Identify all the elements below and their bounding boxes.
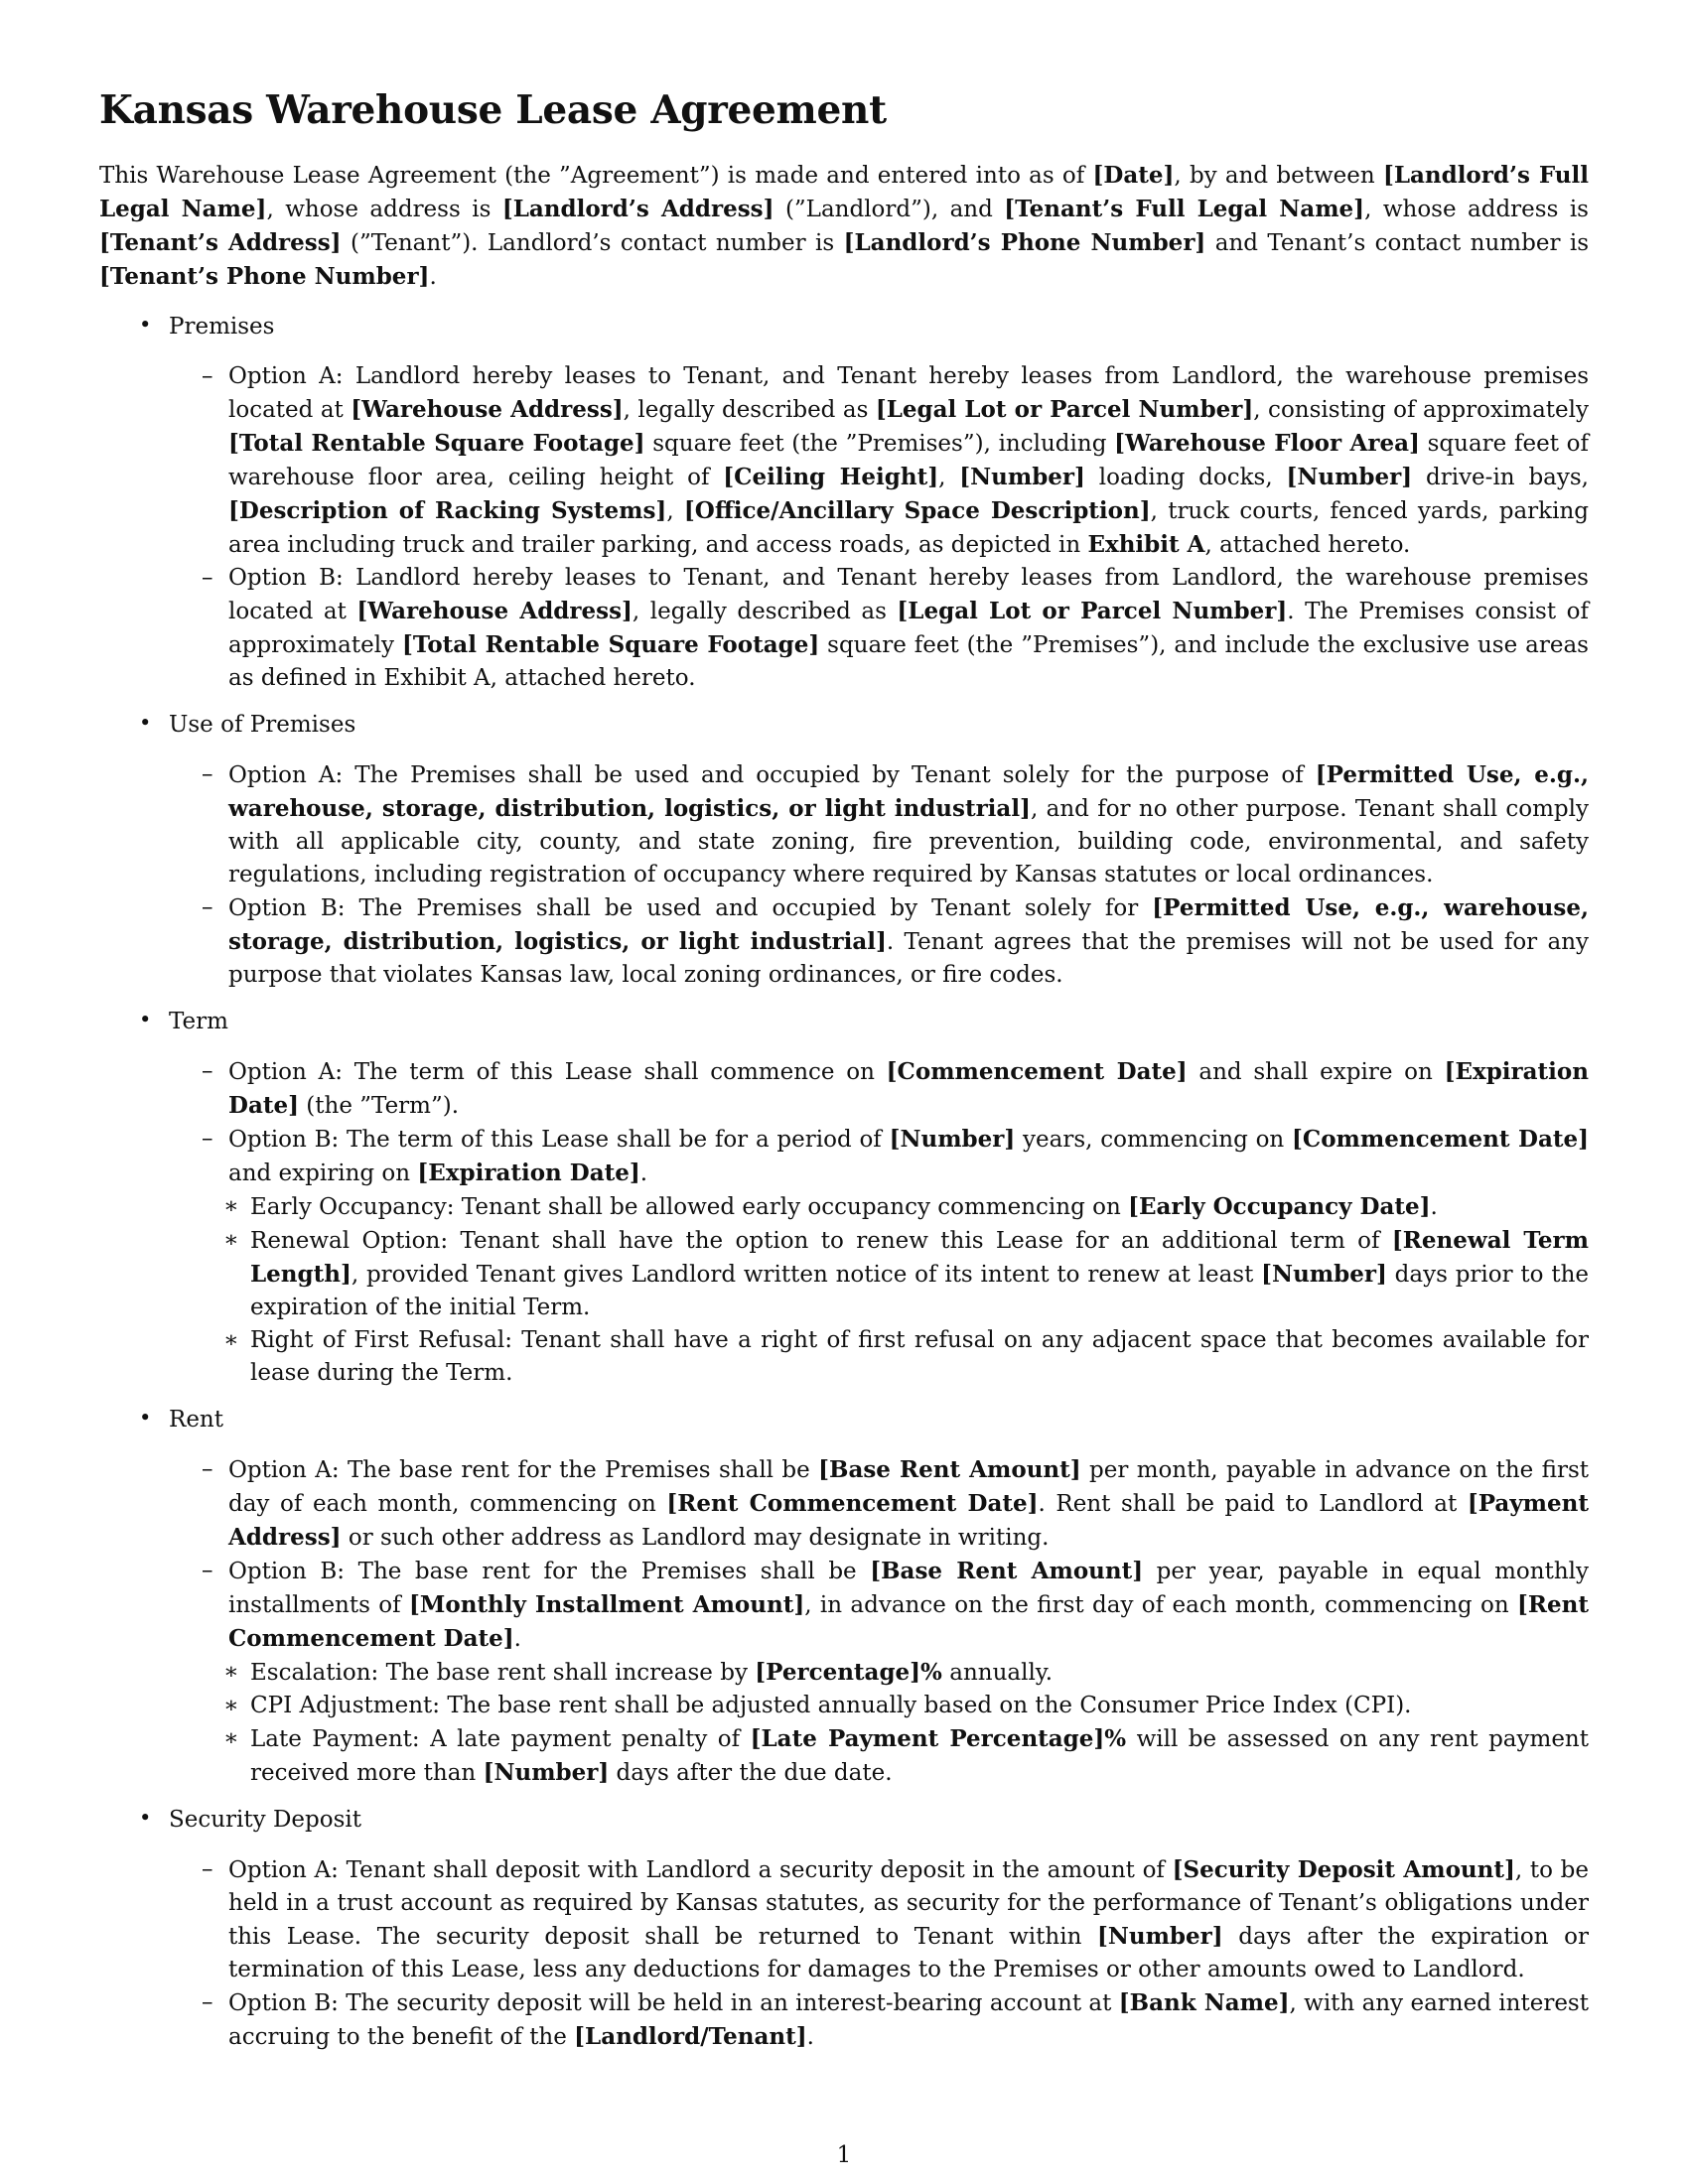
bullet-icon: • (139, 1806, 152, 1830)
text-run: , legally described as (632, 599, 898, 624)
sub-item (199, 1324, 1589, 1390)
text-run: and shall expire on (1187, 1059, 1445, 1085)
placeholder-field: [Warehouse Floor Area] (1114, 430, 1420, 457)
placeholder-field: [Number] (889, 1126, 1016, 1153)
text-run: , legally described as (623, 397, 876, 423)
asterisk-icon: ∗ (223, 1227, 239, 1253)
dash-icon: – (202, 565, 213, 591)
text-run: per year, payable in equal monthly installments of (228, 1559, 1589, 1618)
option-text (228, 1123, 1589, 1190)
dash-icon: – (202, 761, 213, 787)
placeholder-field: [Legal Lot or Parcel Number] (875, 396, 1254, 423)
text-run: will be assessed on any rent payment received more than (250, 1726, 1589, 1786)
placeholder-field: [Payment Address] (228, 1490, 1590, 1551)
option-text (228, 1986, 1589, 2054)
dash-icon: – (202, 1856, 213, 1882)
placeholder-field: [Renewal Term Length] (250, 1227, 1589, 1288)
placeholder-field: [Number] (1096, 1923, 1223, 1950)
dash-icon: – (202, 1989, 213, 2015)
document-body (99, 159, 1589, 2068)
text-run: Option A: The Premises shall be used and occupied by Tenant solely for the purpose of (228, 762, 1316, 788)
text-run: Option B: Landlord hereby leases to Tenant, and Tenant hereby leases from Landlord, the warehouse premises located at (228, 565, 1589, 624)
placeholder-field: [Warehouse Address] (356, 598, 633, 624)
option-b (169, 891, 1589, 992)
text-run: Option A: Tenant shall deposit with Landlord a security deposit in the amount of (228, 1857, 1173, 1883)
text-run: loading docks, (1084, 465, 1287, 490)
text-run: , whose address is (1364, 197, 1589, 222)
text-run: and Tenant’s contact number is (1205, 230, 1589, 256)
page-number: 1 (836, 2142, 852, 2168)
text-run: , consisting of approximately (1253, 397, 1590, 423)
text-run: . (429, 264, 437, 290)
placeholder-field: [Percentage]% (755, 1659, 942, 1686)
bullet-icon: • (139, 313, 152, 337)
text-run: square feet (the ”Premises”), including (644, 431, 1115, 457)
placeholder-field: [Commencement Date] (1292, 1126, 1589, 1153)
bullet-icon: • (139, 1406, 152, 1430)
section-title: Rent (169, 1407, 223, 1433)
text-run: , truck courts, fenced yards, parking area including truck and trailer parking, and access roads, as depicted in (228, 498, 1590, 558)
text-run: This Warehouse Lease Agreement (the ”Agreement”) is made and entered into as of (99, 163, 1093, 189)
placeholder-field: [Base Rent Amount] (818, 1456, 1081, 1483)
text-run: . Rent shall be paid to Landlord at (1038, 1491, 1468, 1517)
placeholder-field: [Description of Racking Systems] (228, 497, 667, 524)
placeholder-field: [Tenant’s Full Legal Name] (1004, 196, 1365, 222)
asterisk-icon: ∗ (223, 1193, 239, 1219)
section-premises (99, 311, 1589, 695)
section-title: Use of Premises (169, 712, 356, 738)
text-run: Option A: Landlord hereby leases to Tenant, and Tenant hereby leases from Landlord, the warehouse premises located at (228, 363, 1589, 423)
text-run: , with any earned interest accruing to the benefit of the (228, 1990, 1589, 2050)
placeholder-field: [Expiration Date] (228, 1058, 1589, 1119)
placeholder-field: [Expiration Date] (417, 1160, 640, 1186)
text-run: days prior to the expiration of the initial Term. (250, 1262, 1590, 1320)
option-b (169, 562, 1589, 695)
text-run: Renewal Option: Tenant shall have the option to renew this Lease for an additional term of (250, 1228, 1392, 1254)
sub-item (199, 1656, 1589, 1690)
placeholder-field: [Legal Lot or Parcel Number] (897, 598, 1288, 624)
placeholder-field: [Bank Name] (1118, 1989, 1290, 2016)
section-security-deposit (99, 1804, 1589, 2054)
text-run: . (806, 2024, 814, 2050)
text-run: , (666, 498, 684, 524)
placeholder-field: [Ceiling Height] (723, 464, 939, 490)
option-text (228, 562, 1589, 695)
option-a (169, 1453, 1589, 1555)
text-run: square feet of warehouse floor area, ceiling height of (228, 431, 1589, 490)
placeholder-field: [Base Rent Amount] (870, 1558, 1144, 1584)
text-run: (”Landlord”), and (774, 197, 1005, 222)
option-a (169, 1853, 1589, 1986)
text-run: years, commencing on (1015, 1127, 1293, 1153)
section-use-of-premises (99, 709, 1589, 992)
section-rent (99, 1404, 1589, 1790)
text-run: , provided Tenant gives Landlord written notice of its intent to renew at least (351, 1262, 1262, 1288)
section-title: Security Deposit (169, 1807, 361, 1833)
option-b (169, 1123, 1589, 1390)
text-run: . The Premises consist of approximately (228, 599, 1589, 658)
placeholder-field: [Tenant’s Address] (99, 229, 342, 256)
option-text (228, 1453, 1589, 1555)
text-run: Option B: The security deposit will be held in an interest-bearing account at (228, 1990, 1119, 2016)
text-run: , by and between (1174, 163, 1383, 189)
sub-item (199, 1190, 1589, 1224)
dash-icon: – (202, 1126, 213, 1152)
placeholder-field: [Number] (1286, 464, 1413, 490)
text-run: Option A: The base rent for the Premises shall be (228, 1457, 819, 1483)
text-run: and expiring on (228, 1160, 418, 1186)
text-run: Option B: The Premises shall be used and occupied by Tenant solely for (228, 895, 1153, 921)
text-run: . (513, 1626, 521, 1652)
sub-item-text (250, 1656, 1589, 1690)
sub-item (199, 1722, 1589, 1790)
text-run: . (1430, 1194, 1438, 1220)
text-run: Option B: The term of this Lease shall be for a period of (228, 1127, 890, 1153)
placeholder-field: [Total Rentable Square Footage] (401, 631, 820, 658)
text-run: , (938, 465, 960, 490)
text-run: or such other address as Landlord may designate in writing. (341, 1525, 1050, 1551)
placeholder-field: [Monthly Installment Amount] (409, 1591, 805, 1618)
section-title: Term (169, 1009, 228, 1034)
dash-icon: – (202, 1456, 213, 1482)
placeholder-field: [Permitted Use, e.g., warehouse, storage, distribution, logistics, or light industrial] (228, 761, 1589, 822)
placeholder-field: [Date] (1092, 162, 1175, 189)
placeholder-field: [Rent Commencement Date] (666, 1490, 1039, 1517)
placeholder-field: [Office/Ancillary Space Description] (683, 497, 1151, 524)
text-run: Escalation: The base rent shall increase by (250, 1660, 756, 1686)
option-text (228, 758, 1589, 891)
placeholder-field: [Warehouse Address] (351, 396, 624, 423)
placeholder-field: [Number] (1261, 1261, 1387, 1288)
text-run: annually. (941, 1660, 1054, 1686)
placeholder-field: [Total Rentable Square Footage] (228, 430, 645, 457)
text-run: per month, payable in advance on the first day of each month, commencing on (228, 1457, 1590, 1517)
text-run: Late Payment: A late payment penalty of (250, 1726, 751, 1752)
document-title: Kansas Warehouse Lease Agreement (99, 87, 887, 133)
text-run: Option B: The base rent for the Premises shall be (228, 1559, 871, 1584)
placeholder-field: [Permitted Use, e.g., warehouse, storage, distribution, logistics, or light industrial] (228, 894, 1589, 955)
option-b (169, 1986, 1589, 2054)
placeholder-field: [Commencement Date] (886, 1058, 1188, 1085)
placeholder-field: [Security Deposit Amount] (1172, 1856, 1515, 1883)
text-run: , and for no other purpose. Tenant shall comply with all applicable city, county, and state zoning, fire prevention, building code, environmental, and safety regulations, including registration of occupancy where required by Kansas statutes or local ordinances. (228, 796, 1589, 887)
dash-icon: – (202, 1558, 213, 1583)
sub-item-text (250, 1722, 1589, 1790)
dash-icon: – (202, 363, 213, 389)
sub-item (199, 1690, 1589, 1722)
asterisk-icon: ∗ (223, 1659, 239, 1685)
bullet-icon: • (139, 1008, 152, 1031)
dash-icon: – (202, 1058, 213, 1084)
sections-list (99, 311, 1589, 2054)
text-run: Right of First Refusal: Tenant shall have a right of first refusal on any adjacent space that becomes available for lease during the Term. (250, 1327, 1589, 1386)
placeholder-field: [Number] (959, 464, 1085, 490)
sub-item (199, 1224, 1589, 1324)
text-run: drive-in bays, (1412, 465, 1589, 490)
option-a (169, 1055, 1589, 1123)
text-run: days after the expiration or termination of this Lease, less any deductions for damages to the Premises or other amounts owed to Landlord. (228, 1924, 1589, 1982)
placeholder-field: [Landlord’s Phone Number] (843, 229, 1206, 256)
text-run: days after the due date. (609, 1760, 893, 1786)
option-text (228, 891, 1589, 992)
section-term (99, 1006, 1589, 1390)
text-run: , to be held in a trust account as required by Kansas statutes, as security for the performance of Tenant’s obligations under this Lease. The security deposit shall be returned to Tenant within (228, 1857, 1589, 1950)
intro-paragraph (99, 159, 1589, 294)
asterisk-icon: ∗ (223, 1327, 239, 1353)
placeholder-field: [Landlord’s Address] (501, 196, 774, 222)
dash-icon: – (202, 894, 213, 920)
sub-item-text (250, 1690, 1589, 1722)
text-run: Early Occupancy: Tenant shall be allowed early occupancy commencing on (250, 1194, 1129, 1220)
text-run: . (639, 1160, 648, 1186)
option-a (169, 360, 1589, 562)
text-run: CPI Adjustment: The base rent shall be adjusted annually based on the Consumer Price Index (CPI). (250, 1693, 1412, 1718)
option-a (169, 758, 1589, 891)
placeholder-field: [Landlord/Tenant] (574, 2023, 807, 2050)
option-text (228, 1853, 1589, 1986)
sub-item-text (250, 1224, 1589, 1324)
asterisk-icon: ∗ (223, 1725, 239, 1751)
text-run: . Tenant agrees that the premises will not be used for any purpose that violates Kansas law, local zoning ordinances, or fire codes. (228, 929, 1589, 988)
sub-item-text (250, 1324, 1589, 1390)
asterisk-icon: ∗ (223, 1693, 239, 1718)
text-run: (the ”Term”). (299, 1093, 460, 1119)
option-text (228, 1055, 1589, 1123)
text-run: square feet (the ”Premises”), and include the exclusive use areas as defined in Exhibit A, attached hereto. (228, 632, 1589, 691)
placeholder-field: Exhibit A (1087, 531, 1205, 558)
bullet-icon: • (139, 711, 152, 735)
option-text (228, 1555, 1589, 1656)
option-text (228, 360, 1589, 562)
option-b (169, 1555, 1589, 1790)
placeholder-field: [Rent Commencement Date] (228, 1591, 1590, 1652)
placeholder-field: [Number] (483, 1759, 610, 1786)
section-title: Premises (169, 314, 275, 340)
text-run: , whose address is (266, 197, 502, 222)
placeholder-field: [Landlord’s Full Legal Name] (99, 162, 1589, 222)
text-run: , in advance on the first day of each month, commencing on (804, 1592, 1518, 1618)
placeholder-field: [Late Payment Percentage]% (750, 1725, 1127, 1752)
text-run: , attached hereto. (1204, 532, 1411, 558)
text-run: (”Tenant”). Landlord’s contact number is (341, 230, 844, 256)
text-run: Option A: The term of this Lease shall commence on (228, 1059, 887, 1085)
placeholder-field: [Tenant’s Phone Number] (99, 263, 430, 290)
sub-item-text (250, 1190, 1589, 1224)
placeholder-field: [Early Occupancy Date] (1128, 1193, 1431, 1220)
